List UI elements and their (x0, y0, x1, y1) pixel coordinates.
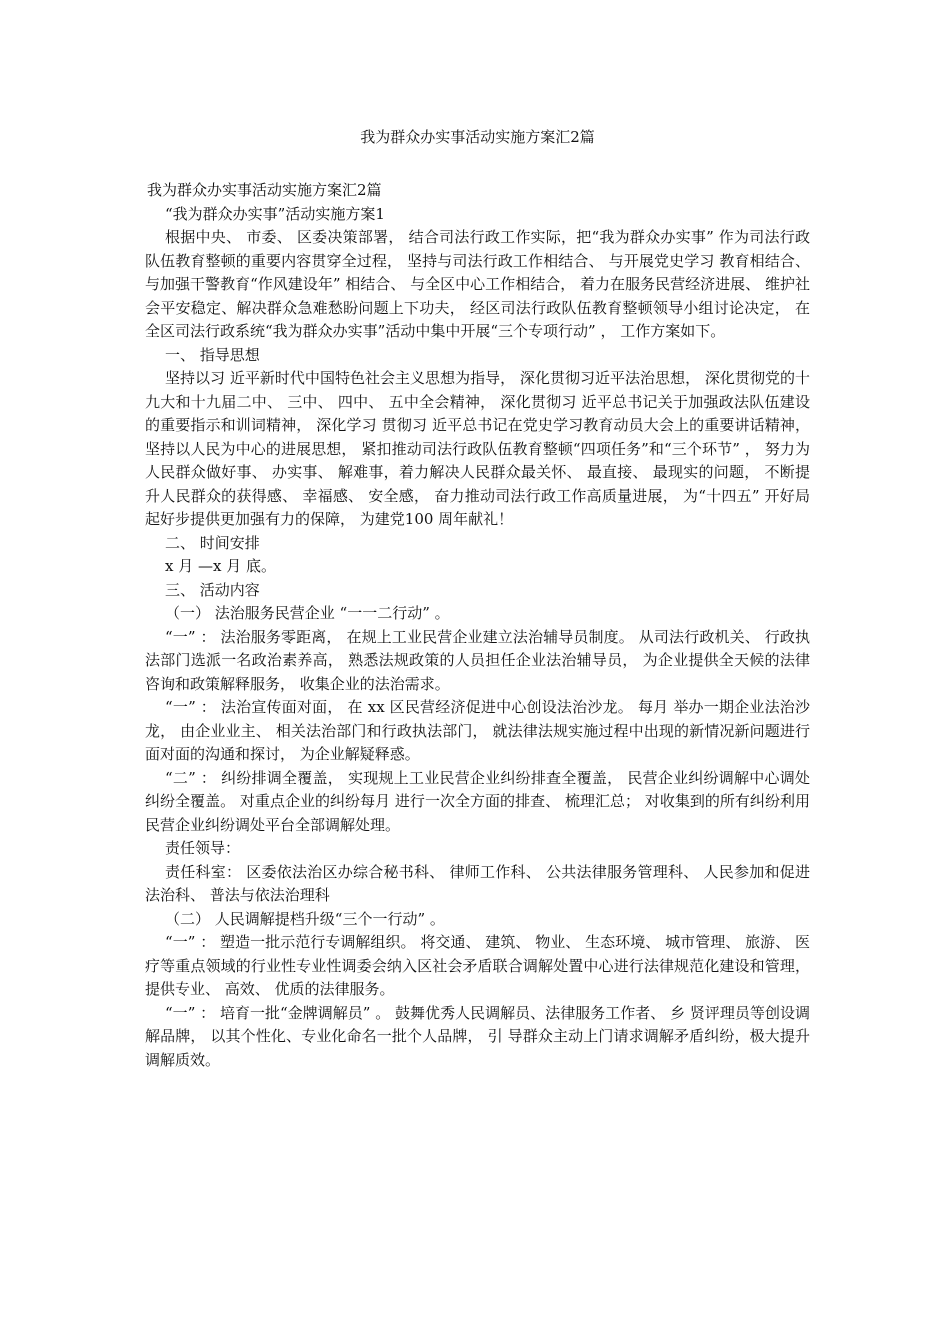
paragraph-schedule: x 月 —x 月 底。 (165, 557, 276, 575)
paragraph-heading: 我为群众办实事活动实施方案汇2篇 (147, 181, 382, 199)
subsection-heading-1: （一） 法治服务民营企业 “一一二行动” 。 (165, 604, 450, 622)
paragraph-item-2: “一” ： 法治宣传面对面， 在 xx 区民营经济促进中心创设法治沙龙。 每月 举办一期企业法治沙龙， 由企业业主、 相关法治部门和行政执法部门， 就法律法规实施过程中出现的新情况新问题进行面对面的沟通和探讨， 为企业解疑释惑。 (145, 698, 810, 763)
paragraph-responsible-office: 责任科室： 区委依法治区办综合秘书科、 律师工作科、 公共法律服务管理科、 人民参加和促进法治科、 普法与依法治理科 (145, 862, 810, 904)
paragraph-subheading: “我为群众办实事”活动实施方案1 (165, 204, 385, 223)
section-heading-content: 三、 活动内容 (165, 580, 260, 599)
subsection-heading-2: （二） 人民调解提档升级“三个一行动” 。 (165, 909, 445, 928)
section-heading-schedule: 二、 时间安排 (165, 533, 260, 552)
paragraph-guiding-thought: 坚持以习 近平新时代中国特色社会主义思想为指导， 深化贯彻习近平法治思想， 深化贯彻党的十九大和十九届二中、 三中、 四中、 五中全会精神， 深化贯彻习 近平总书记关于加强政法队伍建设的重要指示和训词精神， 深化学习 贯彻习 近平总书记在党史学习教育动员大会上的重要讲话精神， 坚持以人民为中心的进展思想， 紧扣推动司法行政队伍教育整顿“四项任务”和“三个环节” ， 努力为人民群众做好事、 办实事、 解难事，着力解决人民群众最关怀、 最直接、 最现实的问题， 不断提升人民群众的获得感、 幸福感、 安全感， 奋力推动司法行政工作高质量进展， 为“十四五” 开好局起好步提供更加强有力的保障， 为建党100 周年献礼！ (145, 369, 810, 528)
paragraph-intro: 根据中央、 市委、 区委决策部署， 结合司法行政工作实际，把“我为群众办实事” 作为司法行政队伍教育整顿的重要内容贯穿全过程， 坚持与司法行政工作相结合、 与开展党史学习 教育相结合、 与加强干警教育“作风建设年” 相结合、 与全区中心工作相结合， 着力在服务民营经济进展、 维护社会平安稳定、解决群众急难愁盼问题上下功夫， 经区司法行政队伍教育整顿领导小组讨论决定， 在全区司法行政系统“我为群众办实事”活动中集中开展“三个专项行动” ， 工作方案如下。 (145, 228, 810, 340)
document-page (145, 120, 810, 1072)
paragraph-item-1: “一” ： 法治服务零距离， 在规上工业民营企业建立法治辅导员制度。 从司法行政机关、 行政执法部门选派一名政治素养高， 熟悉法规政策的人员担任企业法治辅导员， 为企业提供全天候的法律咨询和政策解释服务， 收集企业的法治需求。 (145, 627, 810, 693)
page-title: 我为群众办实事活动实施方案汇2篇 (360, 128, 595, 146)
paragraph-item-4: “一” ： 塑造一批示范行专调解组织。 将交通、 建筑、 物业、 生态环境、 城市管理、 旅游、 医疗等重点领域的行业性专业性调委会纳入区社会矛盾联合调解处置中心进行法律规范化建设和管理， 提供专业、 高效、 优质的法律服务。 (145, 933, 810, 998)
paragraph-item-3: “二” ： 纠纷排调全覆盖， 实现规上工业民营企业纠纷排查全覆盖， 民营企业纠纷调解中心调处纠纷全覆盖。 对重点企业的纠纷每月 进行一次全方面的排查、 梳理汇总； 对收集到的所有纠纷利用民营企业纠纷调处平台全部调解处理。 (145, 768, 810, 834)
paragraph-responsible-leader: 责任领导： (165, 839, 241, 857)
paragraph-item-5: “一” ： 培育一批“金牌调解员” 。 鼓舞优秀人民调解员、法律服务工作者、 乡 贤评理员等创设调解品牌， 以其个性化、专业化命名一批个人品牌， 引 导群众主动上门请求调解矛盾纠纷，极大提升调解质效。 (145, 1003, 810, 1069)
section-heading-guiding-thought: 一、 指导思想 (165, 345, 260, 364)
